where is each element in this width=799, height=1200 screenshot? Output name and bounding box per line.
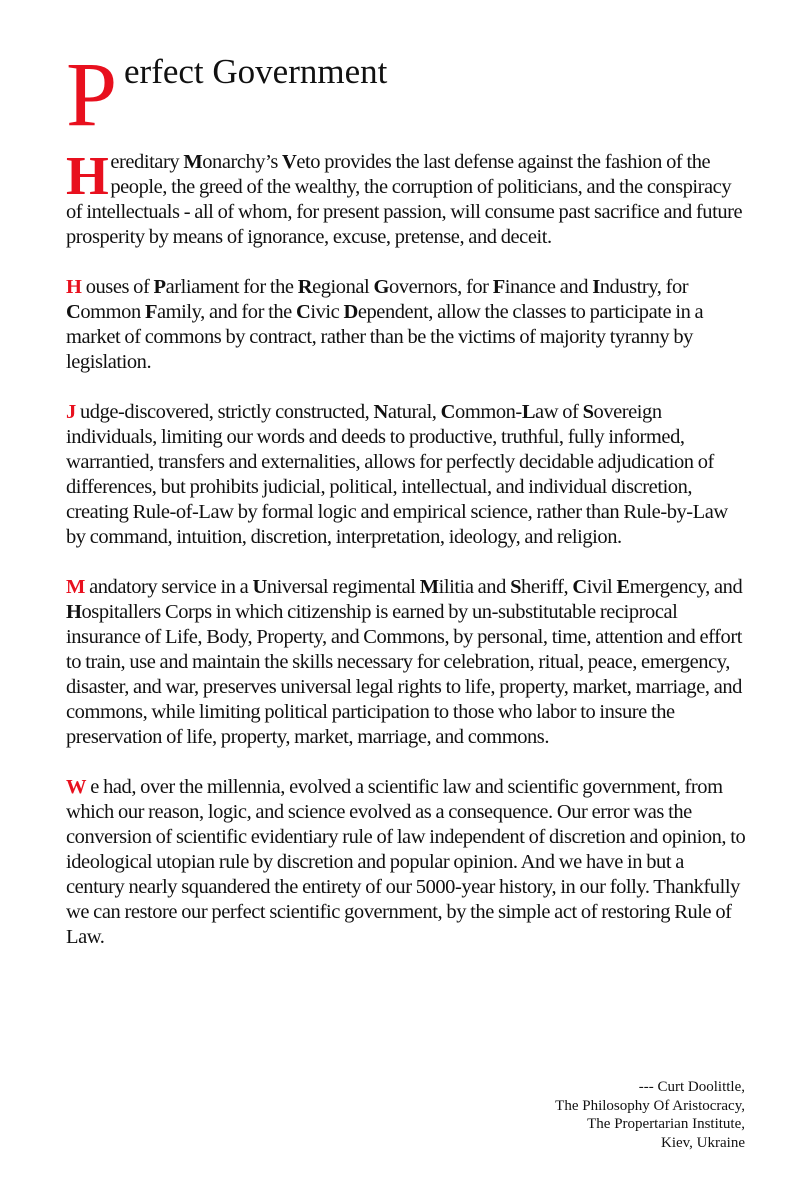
title-drop-cap: P <box>66 43 118 145</box>
attribution-work: The Philosophy Of Aristocracy, <box>555 1097 745 1114</box>
emphasized-initial: F <box>144 301 158 323</box>
emphasized-initial: M <box>183 151 203 173</box>
document-page <box>66 43 746 975</box>
attribution-block <box>555 1078 745 1152</box>
emphasized-initial: C <box>66 301 81 323</box>
paragraph-parliament: H ouses of Parliament for the Regional Governors, for Finance and Industry, for Common Family, and for the Civic Dependent, allow the classes to participate in a market of commons by contract, rather than be the victims of majority tyranny by legislation. <box>66 276 704 373</box>
emphasized-initial: G <box>373 276 389 298</box>
emphasized-initial: D <box>343 301 358 323</box>
page-title <box>66 43 746 145</box>
emphasized-initial: P <box>153 276 166 298</box>
paragraph-initial: W <box>66 776 87 798</box>
emphasized-initial: F <box>492 276 505 298</box>
emphasized-initial: C <box>296 301 311 323</box>
emphasized-initial: H <box>66 601 82 623</box>
paragraph-militia: M andatory service in a Universal regimental Militia and Sheriff, Civil Emergency, and Hospitallers Corps in which citizenship is earned by un-substitutable reciprocal insurance of Life, Body, Property, and Commons, by personal, time, attention and effort to train, use and maintain the skills necessary for celebration, ritual, peace, emergency, disaster, and war, preserves universal legal rights to life, property, market, marriage, and commons, while limiting political participation to those who labor to insure the preservation of life, property, market, marriage, and commons. <box>66 576 743 748</box>
paragraph-initial: H <box>66 276 82 298</box>
attribution-institute: The Propertarian Institute, <box>587 1116 745 1132</box>
title-text: erfect Government <box>124 52 388 91</box>
emphasized-initial: R <box>297 276 313 298</box>
emphasized-initial: S <box>582 401 594 423</box>
paragraph-initial: J <box>66 401 76 423</box>
paragraph-monarchy: H ereditary Monarchy’s Veto provides the last defense against the fashion of the people, the greed of the wealthy, the corruption of politicians, and the conspiracy of intellectuals - all of whom, for present passion, will consume past sacrifice and future prosperity by means of ignorance, excuse, pretense, and deceit. <box>66 145 743 248</box>
attribution-location: Kiev, Ukraine <box>661 1134 745 1151</box>
emphasized-initial: M <box>419 576 439 598</box>
paragraph-conclusion: W e had, over the millennia, evolved a scientific law and scientific government, from which our reason, logic, and science evolved as a consequence. Our error was the conversion of scientific evidentiary rule of law independent of discretion and opinion, to ideological utopian rule by discretion and popular opinion. And we have in but a century nearly squandered the entirety of our 5000-year history, in our folly. Thankfully we can restore our perfect scientific government, by the simple act of restoring Rule of Law. <box>66 776 746 948</box>
emphasized-initial: S <box>510 576 522 598</box>
paragraph-initial: M <box>66 576 85 598</box>
paragraph-common-law: J udge-discovered, strictly constructed, Natural, Common-Law of Sovereign individuals, limiting our words and deeds to productive, truthful, fully informed, warrantied, transfers and externalities, allows for perfectly decidable adjudication of differences, but prohibits judicial, political, intellectual, and individual discretion, creating Rule-of-Law by formal logic and empirical science, rather than Rule-by-Law by command, intuition, discretion, interpretation, ideology, and religion. <box>66 401 728 548</box>
emphasized-initial: N <box>373 401 388 423</box>
emphasized-initial: V <box>282 151 297 173</box>
emphasized-initial: C <box>440 401 456 423</box>
emphasized-initial: U <box>252 576 267 598</box>
emphasized-initial: L <box>521 401 536 423</box>
attribution-author: --- Curt Doolittle, <box>638 1079 745 1095</box>
emphasized-initial: E <box>616 576 630 598</box>
emphasized-initial: C <box>572 576 587 598</box>
paragraph-drop-cap: H <box>66 145 109 206</box>
emphasized-initial: I <box>592 276 600 298</box>
